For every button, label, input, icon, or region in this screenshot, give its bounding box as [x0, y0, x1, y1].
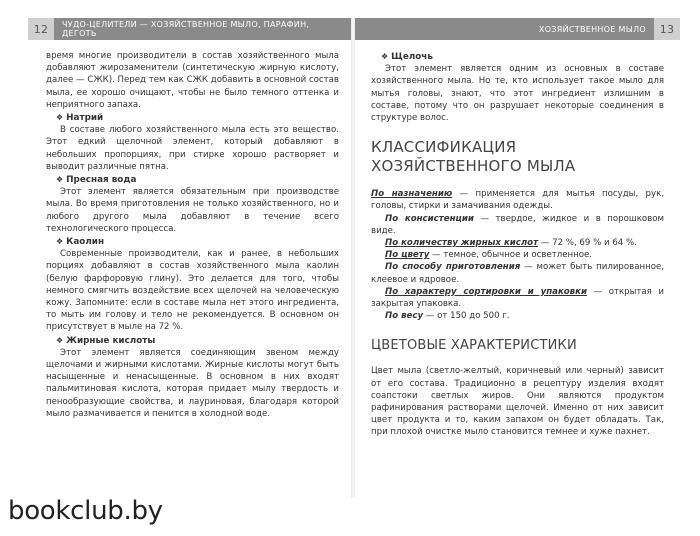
paragraph: Этот элемент является обязательным при производстве мыла. Во время приготовления не только хозяйственного, но и любого другого мыла добавляют в течение всего технологического процесса. [46, 187, 339, 234]
diamond-bullet-icon: ❖ [56, 335, 64, 345]
paragraph: Этот элемент является соединяющим звеном между щелочами и жирными кислотами. Жирные кислоты могут быть насыщенные и ненасыщенные. В основном в них входят пальмитиновая кислота, которая придает мылу твердость и пенообразующие свойства, и лауриновая, благодаря которой мыло размачивается и пенится в холодной воде. [46, 347, 339, 419]
right-page-body [355, 40, 680, 439]
right-page-header [355, 18, 680, 40]
classification-item: По весу — от 150 до 500 г. [385, 311, 510, 322]
paragraph: Этот элемент является одним из основных в составе хозяйственного мыла. Но те, кто использует такое мыло для мытья головы, знают, что этот ингредиент излишним в составе, потому что он разрушает некоторые соединения в структуре волос. [371, 64, 664, 124]
left-running-title: ЧУДО-ЦЕЛИТЕЛИ — ХОЗЯЙСТВЕННОЕ МЫЛО, ПАРАФИН, ДЕГОТЬ [62, 20, 310, 38]
left-page [28, 18, 351, 498]
right-running-title: ХОЗЯЙСТВЕННОЕ МЫЛО [538, 24, 646, 34]
classification-item: По количеству жирных кислот — 72 %, 69 % и 64 %. [385, 238, 637, 249]
diamond-bullet-icon: ❖ [56, 237, 64, 247]
right-page-number: 13 [654, 18, 680, 40]
paragraph: В составе любого хозяйственного мыла есть это вещество. Этот едкий щелочной элемент, который добавляют в небольших пропорциях, при стирке хорошо растворяет и выводит различные пятна. [46, 125, 339, 172]
diamond-bullet-icon: ❖ [381, 52, 389, 61]
subheading-fresh-water: ❖ Пресная вода [56, 175, 137, 186]
classification-item: По способу приготовления — может быть пилированное, клеевое и ядровое. [371, 262, 664, 285]
classification-item: По цвету — темное, обычное и осветленное. [385, 250, 593, 261]
paragraph: Цвет мыла (светло-желтый, коричневый или черный) зависит от его состава. Традиционно в рецептуру изделия входят соапстоки светлых жиров. Они являются продуктом рафинирования растворами щелочей. Именно от них зависит цвет продукта и то, каким запахом он будет обладать. Так, при плохой очистке мыло становится темнее и хуже пахнет. [371, 366, 664, 438]
left-page-number: 12 [28, 18, 54, 40]
subheading-natrium: ❖ Натрий [56, 113, 104, 124]
left-page-body [28, 40, 351, 420]
section-heading-classification: КЛАССИФИКАЦИЯ ХОЗЯЙСТВЕННОГО МЫЛА [371, 138, 576, 176]
subheading-alkali: ❖ Щелочь [381, 52, 433, 62]
left-page-header [28, 18, 351, 40]
subheading-kaolin: ❖ Каолин [56, 237, 105, 248]
watermark-text: bookclub.by [8, 496, 163, 526]
paragraph: Современные производители, как и ранее, в небольших порциях добавляют в состав хозяйственного мыла каолин (белую фарфоровую глину). Это делается для того, чтобы немного смягчить воздействие всех щелочей на человеческую кожу. Запомните: если в составе мыла нет этого ингредиента, то мыть им голову и тело не рекомендуется. В основном он присутствует в мыле на 72 %. [46, 249, 339, 333]
classification-item: По назначению — применяется для мытья посуды, рук, головы, стирки и замачивания одежды. [371, 189, 664, 212]
right-page [355, 18, 680, 498]
diamond-bullet-icon: ❖ [56, 175, 64, 185]
classification-item: По консистенции — твердое, жидкое и в порошковом виде. [371, 213, 664, 236]
subheading-fatty-acids: ❖ Жирные кислоты [56, 335, 156, 346]
paragraph: время многие производители в состав хозяйственного мыла добавляют жирозаменители (синтетическую жирную кислоту, далее — СЖК). Перед тем как СЖК добавить в основной состав мыла, ее хорошо очищают, чтобы не было темного оттенка и неприятного запаха. [46, 51, 339, 110]
section-heading-color: ЦВЕТОВЫЕ ХАРАКТЕРИСТИКИ [371, 338, 577, 354]
classification-item: По характеру сортировки и упаковки — открытая и закрытая упаковка. [371, 286, 664, 310]
diamond-bullet-icon: ❖ [56, 113, 64, 123]
